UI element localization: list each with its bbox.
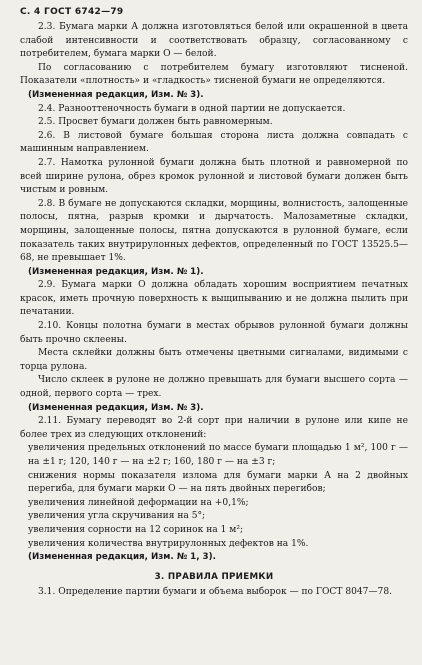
paragraph: Места склейки должны быть отмечены цветными сигналами, видимыми с торца рулона. <box>20 348 408 372</box>
paragraph: Число склеек в рулоне не должно превышать для бумаги высшего сорта — одной, первого сорта — трех. <box>20 375 408 400</box>
list-item: увеличения количества внутрирулонных дефектов на 1%. <box>28 538 309 549</box>
page-header: С. 4 ГОСТ 6742—79 <box>20 7 124 17</box>
list-item: снижения нормы показателя излома для бумаги марки А на 2 двойных перегиба, для бумаги марки О — на пять двойных перегибов; <box>28 470 408 495</box>
document-body <box>20 21 408 600</box>
amendment-note: (Измененная редакция, Изм. № 1, 3). <box>28 552 216 563</box>
paragraph: По согласованию с потребителем бумагу изготовляют тисненой. Показатели «плотность» и «гладкость» тисненой бумаги не определяются. <box>20 62 408 87</box>
list-item: увеличения линейной деформации на +0,1%; <box>28 497 249 508</box>
section-title: 3. ПРАВИЛА ПРИЕМКИ <box>154 571 274 582</box>
paragraph: 2.4. Разнооттеночность бумаги в одной партии не допускается. <box>38 103 346 114</box>
amendment-note: (Измененная редакция, Изм. № 3). <box>28 89 204 100</box>
paragraph: 2.6. В листовой бумаге большая сторона листа должна совпадать с машинным направлением. <box>20 130 408 155</box>
list-item: увеличения угла скручивания на 5°; <box>28 511 206 522</box>
paragraph: 3.1. Определение партии бумаги и объема выборок — по ГОСТ 8047—78. <box>38 587 393 598</box>
paragraph: 2.10. Концы полотна бумаги в местах обрывов рулонной бумаги должны быть прочно склеены. <box>20 321 408 345</box>
paragraph: 2.5. Просвет бумаги должен быть равномерным. <box>38 117 273 128</box>
paragraph: 2.11. Бумагу переводят во 2-й сорт при наличии в рулоне или кипе не более трех из следующих отклонений: <box>20 416 408 440</box>
amendment-note: (Измененная редакция, Изм. № 1). <box>28 266 204 277</box>
amendment-note: (Измененная редакция, Изм. № 3). <box>28 402 204 413</box>
paragraph: 2.3. Бумага марки А должна изготовляться белой или окрашенной в цвета слабой интенсивности и соответствовать образцу, согласованному с потребителем, бумага марки О — белой. <box>20 22 408 60</box>
list-item: увеличения предельных отклонений по массе бумаги площадью 1 м², 100 г — на ±1 г; 120, 140 г — на ±2 г; 160, 180 г — на ±3 г; <box>28 443 408 467</box>
paragraph: 2.9. Бумага марки О должна обладать хорошим восприятием печатных красок, иметь прочную поверхность к выщипыванию и не должна пылить при печатании. <box>20 280 408 318</box>
paragraph: 2.7. Намотка рулонной бумаги должна быть плотной и равномерной по всей ширине рулона, обрез кромок рулонной и листовой бумаги должен быть чистым и ровным. <box>20 157 408 196</box>
paragraph: 2.8. В бумаге не допускаются складки, морщины, волнистость, залощенные полосы, пятна, разрыв кромки и дырчатость. Малозаметные складки, морщины, залощенные полосы, пятна допускаются в рулонной бумаге, если показатель таких внутрирулонных дефектов, определенный по ГОСТ 13525.5—68, не превышает 1%. <box>20 198 408 264</box>
list-item: увеличения сорности на 12 соринок на 1 м²; <box>28 524 244 535</box>
